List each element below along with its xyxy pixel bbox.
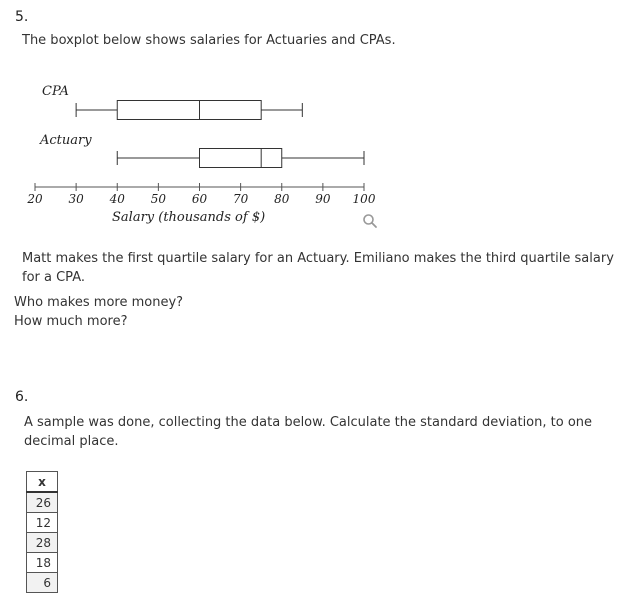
box-cpa [117,101,261,120]
question-6-prompt: A sample was done, collecting the data below. Calculate the standard deviation, to one decimal place. [24,415,593,449]
table-cell: 6 [27,573,58,593]
question-6-number: 6. [15,389,29,405]
table-header-x: x [27,472,58,493]
table-cell: 28 [27,533,58,553]
question-5-number: 5. [15,9,29,25]
question-5-intro: The boxplot below shows salaries for Actuaries and CPAs. [22,33,396,48]
x-tick-label: 40 [109,192,125,206]
x-tick-label: 30 [68,192,84,206]
x-tick-label: 50 [150,192,167,206]
table-cell: 12 [27,513,58,533]
box-actuary [200,149,282,168]
x-tick-label: 80 [274,192,290,206]
question-5-prompt: Matt makes the first quartile salary for an Actuary. Emiliano makes the third quartile salary for a CPA. [22,251,614,285]
x-axis-label: Salary (thousands of $) [112,210,266,225]
series-label-cpa: CPA [42,84,69,99]
x-tick-label: 60 [191,192,208,206]
x-tick-label: 20 [27,192,43,206]
x-tick-label: 100 [352,192,376,206]
series-label-actuary: Actuary [40,133,92,148]
question-5-how-much: How much more? [14,314,128,329]
table-cell: 18 [27,553,58,573]
question-5-who: Who makes more money? [14,295,184,310]
magnifier-icon[interactable] [362,213,378,229]
boxplot-chart [0,0,628,240]
x-tick-label: 90 [315,192,331,206]
data-table [26,471,58,593]
table-cell: 26 [27,492,58,513]
x-tick-label: 70 [232,192,249,206]
